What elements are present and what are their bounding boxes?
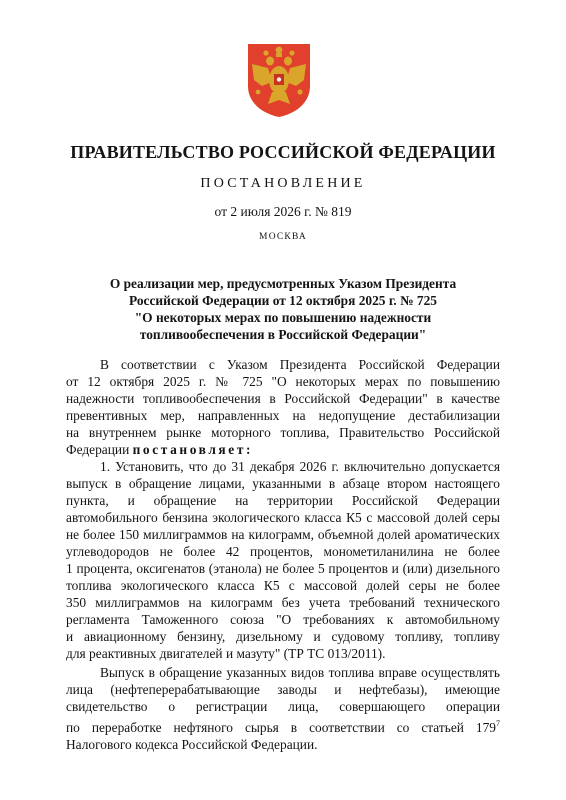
text-line: топлива экологического класса К5 с массовой долей серы не более — [66, 578, 500, 593]
text-line: выпуск в обращение лицами, указанными в абзаце втором настоящего — [66, 476, 500, 491]
text-line: регламента Таможенного союза "О требованиях к автомобильному — [66, 612, 500, 627]
article-superscript: 7 — [496, 719, 500, 728]
text-line: не более 150 миллиграммов на килограмм, объемной долей ароматических — [66, 527, 500, 542]
text-line: свидетельство о регистрации лица, совершающего операции — [66, 699, 500, 714]
clause-1-paragraph — [66, 458, 500, 662]
text-line: 350 миллиграммов на килограмм без учета требований технического — [66, 595, 500, 610]
russian-coat-of-arms-icon — [246, 42, 312, 118]
text-line: надежности топливообеспечения в Российской Федерации" в качестве — [66, 391, 500, 406]
text-line: на внутреннем рынке моторного топлива, Правительство Российской — [66, 425, 500, 440]
text-line: 1. Установить, что до 31 декабря 2026 г. включительно допускается — [100, 459, 500, 474]
text-line: пункта, и обращение на территории Российской Федерации — [66, 493, 500, 508]
subject-line: топливообеспечения в Российской Федерации" — [139, 327, 427, 342]
text-line: Выпуск в обращение указанных видов топлива вправе осуществлять — [100, 665, 500, 680]
text-line: от 12 октября 2025 г. № 725 "О некоторых мерах по повышению — [66, 374, 500, 389]
text-line — [66, 715, 500, 736]
text-line: углеводородов не более 42 процентов, монометиланилина не более — [66, 544, 500, 559]
decree-city: МОСКВА — [259, 232, 307, 242]
text-fragment: Федерации — [66, 442, 133, 457]
decree-type: ПОСТАНОВЛЕНИЕ — [200, 176, 366, 191]
decree-date-number: от 2 июля 2026 г. № 819 — [214, 204, 352, 219]
subject-line: Российской Федерации от 12 октября 2025 г. № 725 — [129, 293, 437, 308]
text-fragment: по переработке нефтяного сырья в соответствии со статьей 179 — [66, 720, 496, 735]
text-line: превентивных мер, направленных на недопущение дестабилизации — [66, 408, 500, 423]
text-line: и авиационному бензину, дизельному и судовому топливу, топливу — [66, 629, 500, 644]
decree-subject — [88, 275, 478, 343]
government-title: ПРАВИТЕЛЬСТВО РОССИЙСКОЙ ФЕДЕРАЦИИ — [70, 142, 496, 162]
text-line: В соответствии с Указом Президента Российской Федерации — [100, 357, 500, 372]
clause-2-paragraph — [66, 664, 500, 753]
decree-word: постановляет: — [132, 442, 254, 457]
text-line: автомобильного бензина экологического класса К5 с массовой долей серы — [66, 510, 500, 525]
preamble-paragraph — [66, 356, 500, 458]
text-line: для реактивных двигателей и мазуту" (ТР ТС 013/2011). — [66, 646, 386, 661]
text-line: 1 процента, оксигенатов (этанола) не более 5 процентов и (или) дизельного — [66, 561, 500, 576]
text-line — [66, 441, 500, 458]
subject-line: "О некоторых мерах по повышению надежности — [134, 310, 432, 325]
subject-line: О реализации мер, предусмотренных Указом Президента — [109, 276, 457, 291]
text-line: Налогового кодекса Российской Федерации. — [66, 737, 318, 752]
text-line: лица (нефтеперерабатывающие заводы и нефтебазы), имеющие — [66, 682, 500, 697]
